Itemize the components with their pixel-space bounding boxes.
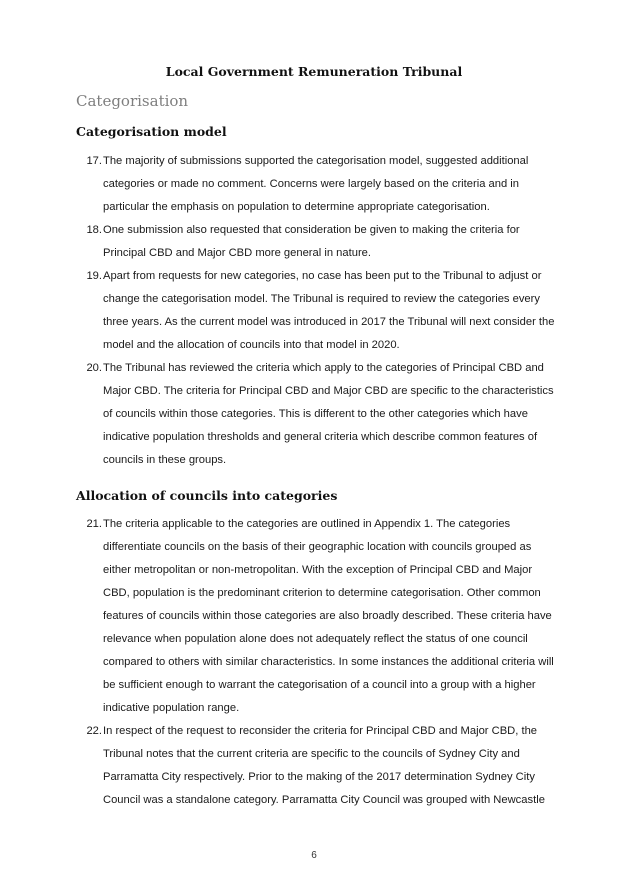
paragraph-22 bbox=[76, 720, 556, 812]
paragraph-19 bbox=[76, 265, 556, 357]
paragraph-text: One submission also requested that consideration be given to making the criteria for Principal CBD and Major CBD more general in nature. bbox=[103, 224, 520, 259]
paragraph-text: In respect of the request to reconsider the criteria for Principal CBD and Major CBD, the Tribunal notes that the current criteria are specific to the councils of Sydney City and Parramatta City respectively. Prior to the making of the 2017 determination Sydney City Council was a standalone category. Parramatta City Council was grouped with Newcastle bbox=[103, 725, 545, 806]
subheading-categorisation-model: Categorisation model bbox=[76, 124, 227, 139]
document-header-title: Local Government Remuneration Tribunal bbox=[165, 64, 463, 79]
subheading-allocation-of-councils: Allocation of councils into categories bbox=[76, 488, 338, 503]
paragraph-number: 20. bbox=[86, 362, 102, 374]
section-heading: Categorisation bbox=[76, 92, 189, 110]
paragraph-number: 22. bbox=[86, 725, 102, 737]
paragraph-text: Apart from requests for new categories, no case has been put to the Tribunal to adjust or change the categorisation model. The Tribunal is required to review the categories every three years. As the current model was introduced in 2017 the Tribunal will next consider the model and the allocation of councils into that model in 2020. bbox=[103, 270, 555, 351]
paragraph-number: 19. bbox=[86, 270, 102, 282]
paragraph-text: The criteria applicable to the categories are outlined in Appendix 1. The categories differentiate councils on the basis of their geographic location with councils grouped as either metropolitan or non-metropolitan. With the exception of Principal CBD and Major CBD, population is the predominant criterion to determine categorisation. Other common features of councils within those categories are also broadly described. These criteria have relevance when population alone does not adequately reflect the status of one council compared to others with similar characteristics. In some instances the additional criteria will be sufficient enough to warrant the categorisation of a council into a group with a higher indicative population range. bbox=[103, 518, 554, 714]
paragraph-number: 21. bbox=[86, 518, 102, 530]
paragraph-17 bbox=[76, 150, 556, 219]
paragraph-18 bbox=[76, 219, 556, 265]
paragraph-number: 18. bbox=[86, 224, 102, 236]
page-number: 6 bbox=[311, 850, 317, 861]
paragraph-21 bbox=[76, 513, 556, 720]
paragraph-text: The majority of submissions supported the categorisation model, suggested additional categories or made no comment. Concerns were largely based on the criteria and in particular the emphasis on population to determine appropriate categorisation. bbox=[103, 155, 529, 213]
paragraph-text: The Tribunal has reviewed the criteria which apply to the categories of Principal CBD and Major CBD. The criteria for Principal CBD and Major CBD are specific to the characteristics of councils within those categories. This is different to the other categories which have indicative population thresholds and general criteria which describe common features of councils in these groups. bbox=[103, 362, 554, 466]
paragraph-20 bbox=[76, 357, 556, 472]
paragraph-number: 17. bbox=[86, 155, 102, 167]
